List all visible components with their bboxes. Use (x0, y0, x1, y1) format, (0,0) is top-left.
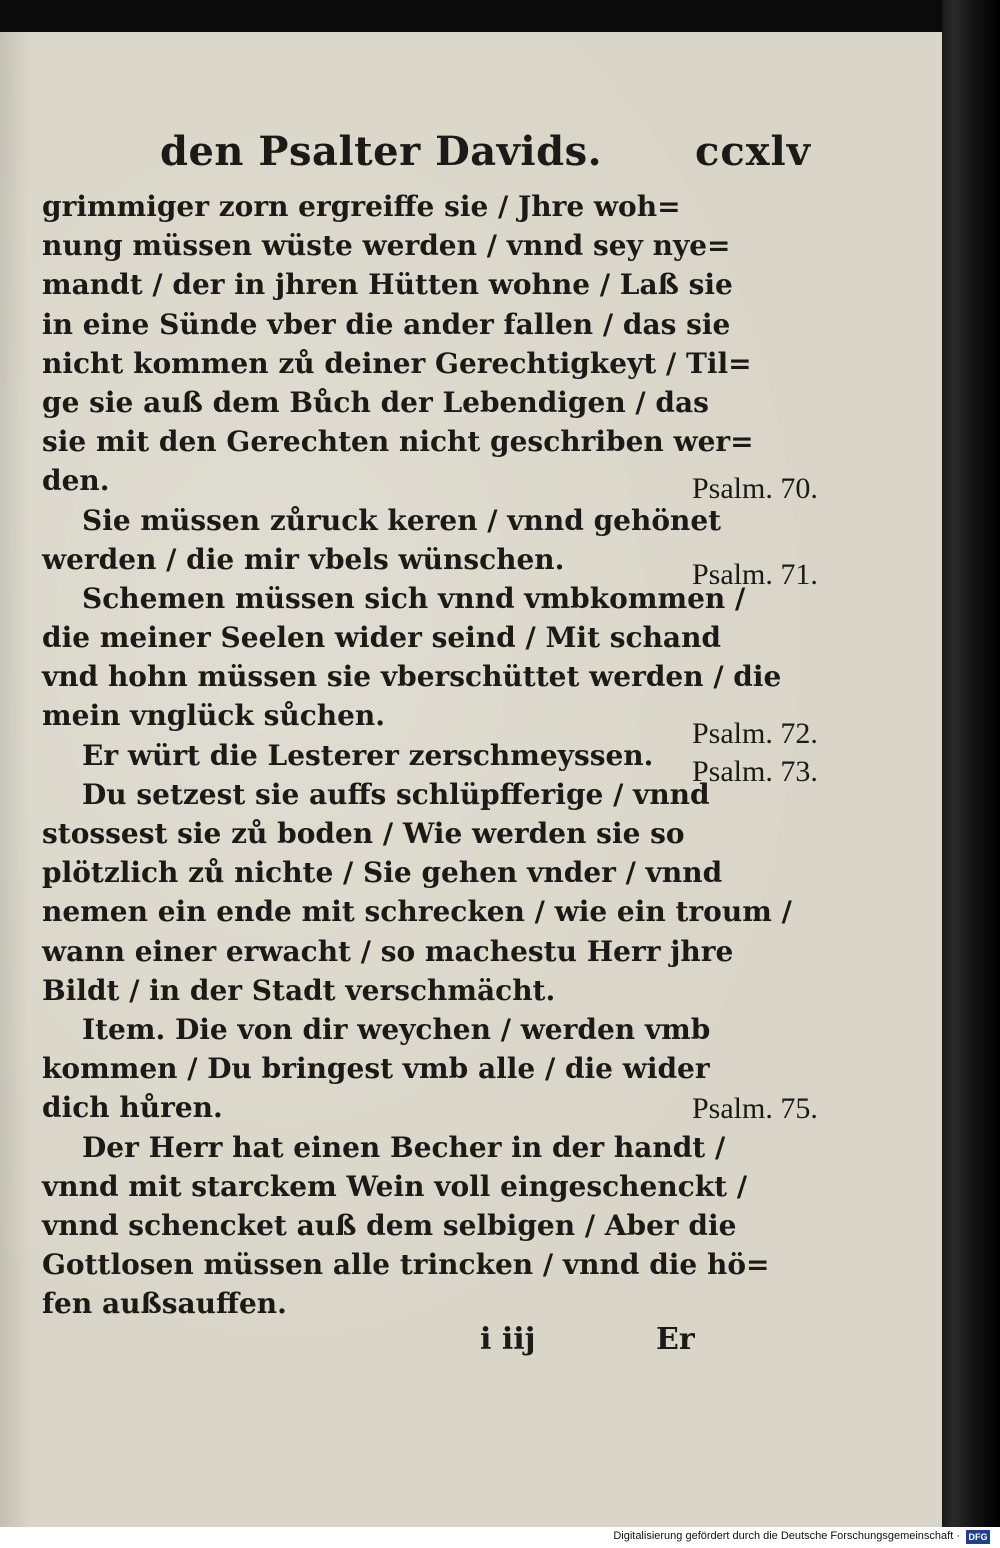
text-line: grimmiger zorn ergreiffe sie / Jhre woh= (42, 190, 681, 223)
text-line: kommen / Du bringest vmb alle / die wider (42, 1052, 710, 1086)
signature-mark: i iij (480, 1322, 536, 1357)
text-line: Du setzest sie auffs schlüpfferige / vnnd (82, 777, 710, 811)
text-line: die meiner Seelen wider seind / Mit schand (42, 621, 721, 655)
text-line: nemen ein ende mit schrecken / wie ein troum / (42, 895, 792, 929)
text-line: Der Herr hat einen Becher in der handt / (82, 1130, 726, 1164)
text-line: dich hůren. (42, 1091, 223, 1125)
margin-note: Psalm. 72. (692, 717, 818, 750)
page-edge-shadow (942, 0, 1000, 1535)
margin-note: Psalm. 71. (692, 558, 818, 591)
text-line: Bildt / in der Stadt verschmächt. (42, 973, 556, 1007)
text-line: werden / die mir vbels wünschen. (42, 542, 565, 576)
text-line: vnnd schencket auß dem selbigen / Aber die (42, 1208, 737, 1242)
text-line: stossest sie zů boden / Wie werden sie so (42, 817, 685, 850)
margin-note: Psalm. 75. (692, 1092, 818, 1125)
text-line: nung müssen wüste werden / vnnd sey nye= (42, 229, 731, 263)
credit-bar (0, 1527, 1000, 1548)
folio-number: ccxlv (695, 128, 811, 175)
text-line: in eine Sünde vber die ander fallen / das sie (42, 307, 731, 341)
text-line: sie mit den Gerechten nicht geschriben wer= (42, 425, 754, 459)
funding-credit: Digitalisierung gefördert durch die Deutsche Forschungsgemeinschaft · (613, 1530, 960, 1542)
margin-note: Psalm. 73. (692, 755, 818, 788)
text-line: Er würt die Lesterer zerschmeyssen. (82, 738, 654, 772)
text-line: vnnd mit starckem Wein voll eingeschenckt / (42, 1169, 748, 1203)
running-title: den Psalter Davids. (160, 128, 603, 175)
text-line: vnd hohn müssen sie vberschüttet werden / die (42, 660, 782, 694)
text-line: plötzlich zů nichte / Sie gehen vnder / vnnd (42, 856, 723, 890)
dfg-logo: DFG (966, 1530, 990, 1544)
text-line: Gottlosen müssen alle trincken / vnnd die hö= (42, 1248, 770, 1282)
text-line: den. (42, 464, 110, 498)
text-line: wann einer erwacht / so machestu Herr jhre (42, 934, 734, 968)
text-line: Schemen müssen sich vnnd vmbkommen / (82, 581, 746, 615)
text-line: mandt / der in jhren Hütten wohne / Laß sie (42, 268, 733, 302)
text-line: Sie müssen zůruck keren / vnnd gehönet (82, 503, 722, 537)
text-line: mein vnglück sůchen. (42, 699, 386, 733)
text-line: fen außsauffen. (42, 1287, 287, 1321)
text-line: ge sie auß dem Bůch der Lebendigen / das (42, 385, 709, 419)
catchword: Er (656, 1322, 695, 1357)
margin-note: Psalm. 70. (692, 472, 818, 505)
book-page (0, 32, 942, 1527)
text-line: Item. Die von dir weychen / werden vmb (82, 1012, 711, 1046)
text-line: nicht kommen zů deiner Gerechtigkeyt / Til= (42, 346, 752, 380)
